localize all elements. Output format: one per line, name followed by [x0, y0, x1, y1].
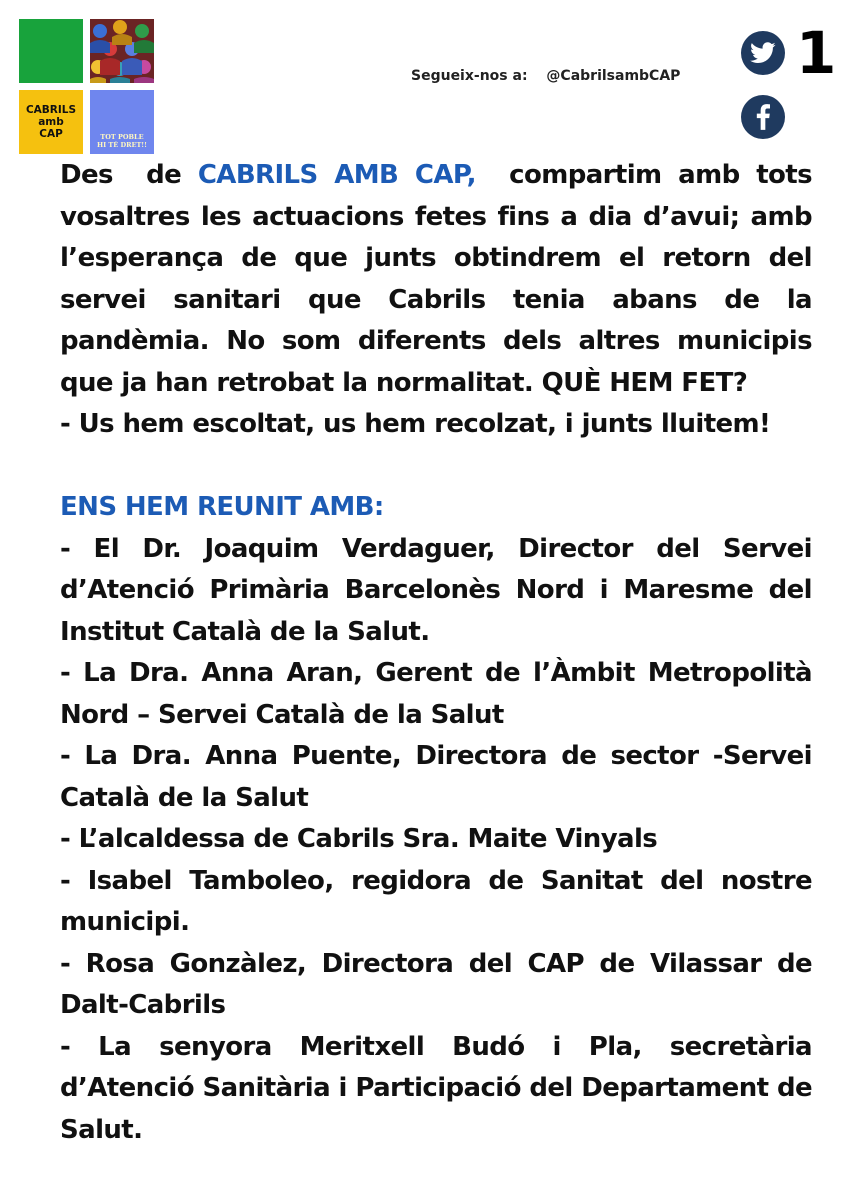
intro-text-rest: compartim amb tots vosaltres les actuacions fetes fins a dia d’avui; amb l’esperança de que junts obtindrem el retorn del servei sanitari que Cabrils tenia abans de la pandèmia. No som diferents dels altres municipis que ja han retrobat la normalitat. QUÈ HEM FET? — [60, 160, 821, 398]
logo-slogan-tile — [90, 90, 154, 154]
main-content — [60, 155, 821, 1151]
meeting-item: - Isabel Tamboleo, regidora de Sanitat del nostre municipi. — [60, 865, 812, 937]
logo-name-line: CABRILS — [25, 104, 77, 116]
logo-crowd-image — [90, 19, 154, 83]
meeting-item: - El Dr. Joaquim Verdaguer, Director del Servei d’Atenció Primària Barcelonès Nord i Maresme del Institut Català de la Salut. — [60, 533, 812, 647]
logo-green-tile — [19, 19, 83, 83]
logo-slogan-line: HI TÉ DRET!! — [96, 141, 148, 149]
facebook-icon[interactable] — [741, 95, 785, 139]
cabrils-amb-cap-logo — [19, 19, 156, 156]
logo-name-line: amb — [38, 116, 64, 128]
intro-paragraph — [60, 155, 821, 404]
logo-slogan-line: TOT POBLE — [100, 133, 144, 141]
organization-name: CABRILS AMB CAP, — [197, 160, 476, 190]
meeting-item: - La Dra. Anna Aran, Gerent de l’Àmbit Metropolità Nord – Servei Català de la Salut — [60, 658, 812, 730]
page-number: 1 — [796, 19, 837, 87]
intro-text-start: Des de — [60, 160, 198, 190]
meeting-item: - Rosa Gonzàlez, Directora del CAP de Vilassar de Dalt-Cabrils — [60, 948, 812, 1020]
meeting-item: - La senyora Meritxell Budó i Pla, secretària d’Atenció Sanitària i Participació del Departament de Salut. — [60, 1031, 812, 1145]
social-handle[interactable]: @CabrilsambCAP — [546, 68, 681, 84]
twitter-icon[interactable] — [741, 31, 785, 75]
meeting-item: - La Dra. Anna Puente, Directora de sector -Servei Català de la Salut — [60, 741, 812, 813]
meeting-item: - L’alcaldessa de Cabrils Sra. Maite Vinyals — [60, 824, 658, 854]
logo-name-line: CAP — [39, 128, 63, 140]
logo-name-tile — [19, 90, 83, 154]
meetings-heading: ENS HEM REUNIT AMB: — [60, 492, 384, 522]
follow-us-line — [411, 68, 680, 84]
spacer — [60, 446, 812, 488]
follow-label: Segueix-nos a: — [411, 68, 528, 84]
intro-second-line: - Us hem escoltat, us hem recolzat, i junts lluitem! — [60, 409, 771, 439]
